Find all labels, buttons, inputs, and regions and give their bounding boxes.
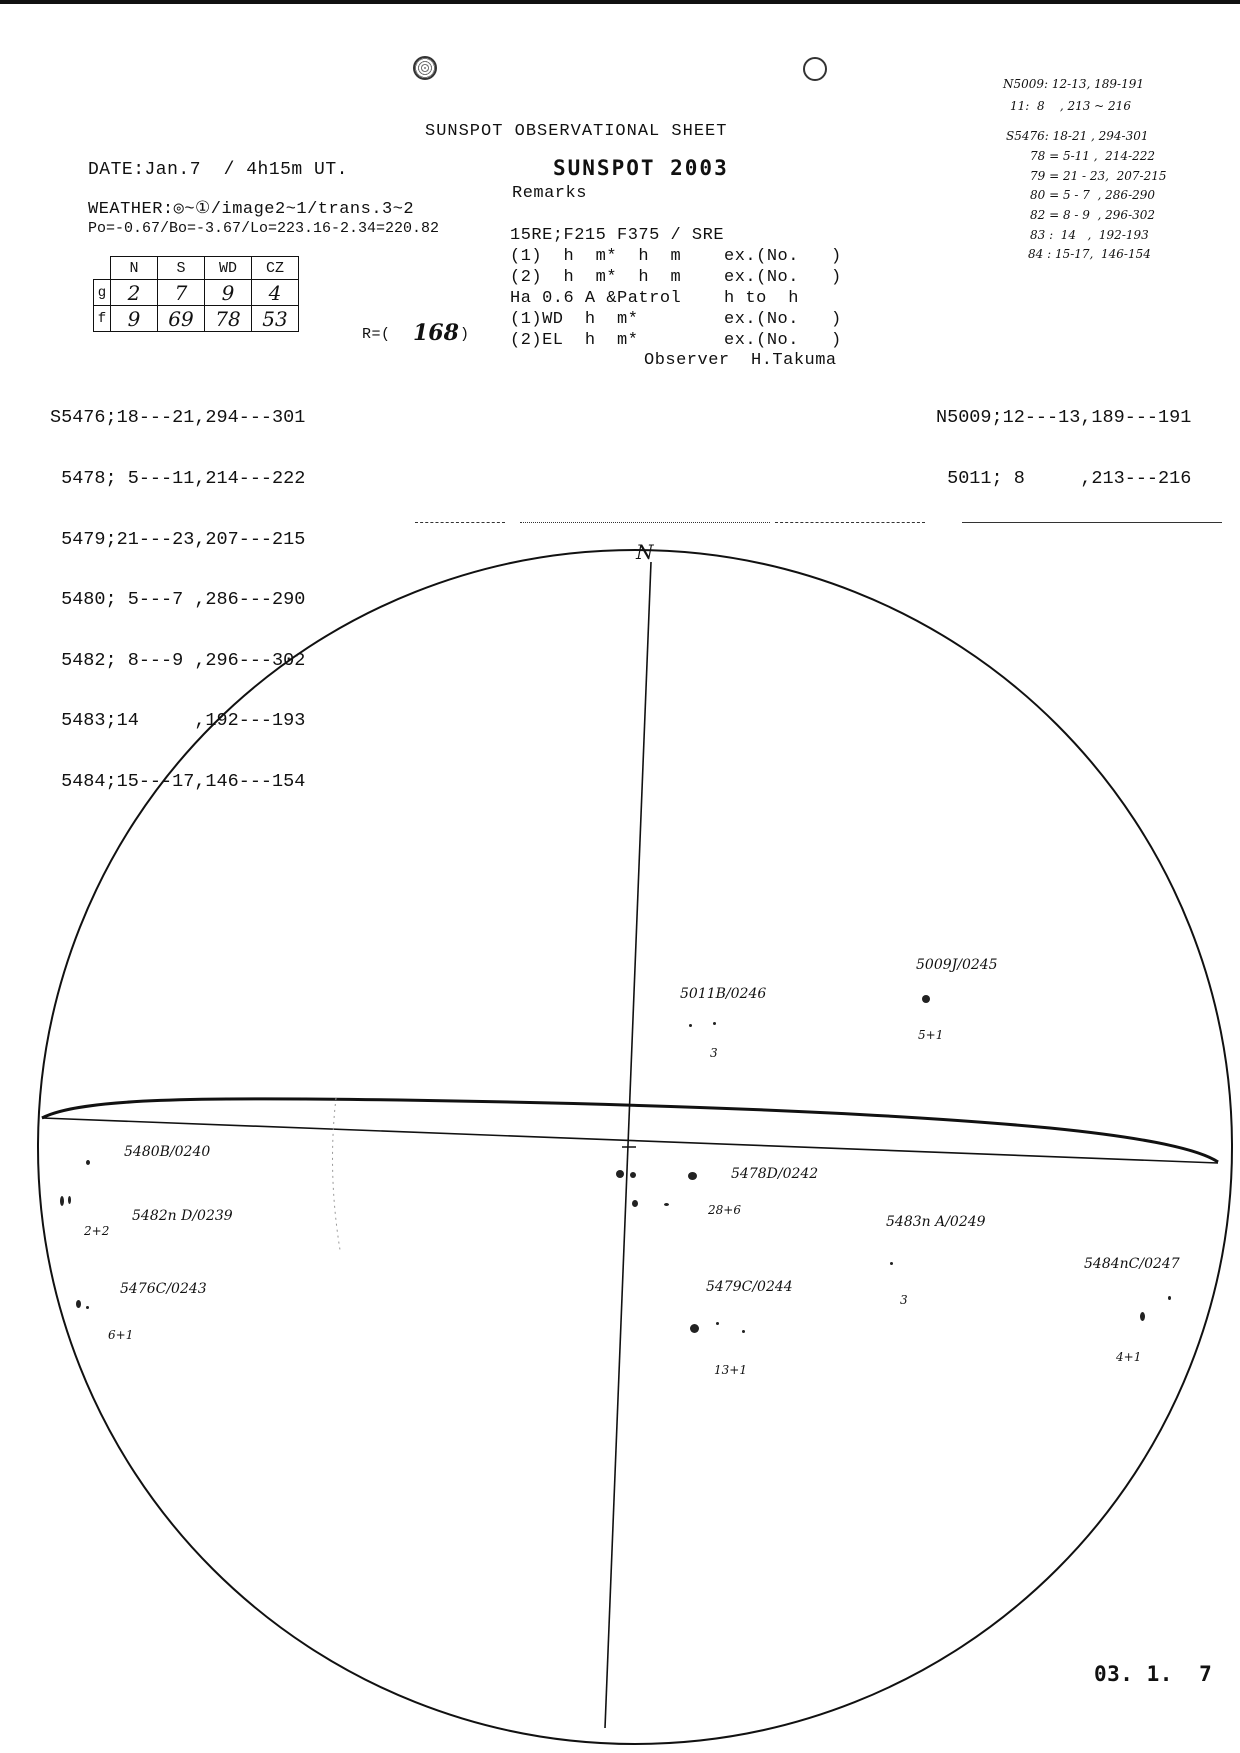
date-line: DATE:Jan.7 / 4h15m UT. bbox=[88, 160, 348, 180]
group-count-5479c: 13+1 bbox=[714, 1363, 747, 1377]
handnote-1: N5009: 12-13, 189-191 bbox=[1003, 77, 1144, 91]
group-count-5011b: 3 bbox=[710, 1046, 718, 1060]
central-meridian-line bbox=[605, 562, 651, 1728]
count-g-n: 2 bbox=[111, 280, 158, 306]
remarks-line-4: Ha 0.6 A &Patrol h to h bbox=[510, 289, 799, 308]
sunspot-5476c bbox=[76, 1300, 81, 1308]
r-value-close: ) bbox=[460, 326, 470, 343]
group-count-5009j: 5+1 bbox=[918, 1028, 944, 1042]
date-stamp: 03. 1. 7 bbox=[1094, 1662, 1213, 1686]
south-list-item: 5482; 8---9 ,296---302 bbox=[50, 649, 306, 671]
handnote-3: S5476: 18-21 , 294-301 bbox=[1006, 129, 1149, 143]
handnote-8: 83 : 14 , 192-193 bbox=[1030, 228, 1149, 242]
south-list-item: 5484;15---17,146---154 bbox=[50, 771, 306, 793]
col-header-n: N bbox=[111, 257, 158, 280]
sunspot-5482nd bbox=[60, 1196, 64, 1206]
group-count-5483na: 3 bbox=[900, 1293, 908, 1307]
south-list-item: 5478; 5---11,214---222 bbox=[50, 468, 306, 490]
remarks-line-3: (2) h m* h m ex.(No. ) bbox=[510, 268, 842, 287]
sheet-big-title: SUNSPOT 2003 bbox=[553, 156, 729, 180]
handnote-5: 79 = 21 - 23, 207-215 bbox=[1030, 169, 1167, 183]
group-count-5482nd: 2+2 bbox=[84, 1224, 110, 1238]
group-label-5478d: 5478D/0242 bbox=[731, 1166, 819, 1182]
group-label-5484nc: 5484nC/0247 bbox=[1084, 1256, 1180, 1272]
sunspot-5484nc bbox=[1168, 1296, 1171, 1300]
count-f-cz: 53 bbox=[252, 306, 299, 332]
row-label-g: g bbox=[94, 280, 111, 306]
group-label-5483na: 5483n A/0249 bbox=[886, 1214, 986, 1230]
count-f-n: 9 bbox=[111, 306, 158, 332]
south-list-item: S5476;18---21,294---301 bbox=[50, 407, 306, 429]
observer-line: Observer H.Takuma bbox=[644, 351, 837, 370]
r-value-open: R=( bbox=[362, 326, 391, 343]
remarks-line-5: (1)WD h m* ex.(No. ) bbox=[510, 310, 842, 329]
remarks-label: Remarks bbox=[512, 184, 587, 203]
remarks-line-1: 15RE;F215 F375 / SRE bbox=[510, 226, 725, 245]
row-label-f: f bbox=[94, 306, 111, 332]
col-header-wd: WD bbox=[205, 257, 252, 280]
sunspot-5478d bbox=[616, 1170, 624, 1178]
sunspot-5478d bbox=[632, 1200, 638, 1207]
orientation-line: Po=-0.67/Bo=-3.67/Lo=223.16-2.34=220.82 bbox=[88, 220, 440, 237]
count-f-s: 69 bbox=[158, 306, 205, 332]
weather-line: WEATHER:◎~①/image2~1/trans.3~2 bbox=[88, 200, 415, 219]
south-list-item: 5483;14 ,192---193 bbox=[50, 710, 306, 732]
faint-arc-mark bbox=[333, 1098, 340, 1250]
sunspot-5484nc bbox=[1140, 1312, 1145, 1321]
sunspot-5011b bbox=[689, 1024, 692, 1027]
handnote-9: 84 : 15-17, 146-154 bbox=[1028, 247, 1151, 261]
group-label-5476c: 5476C/0243 bbox=[120, 1281, 207, 1297]
group-label-5011b: 5011B/0246 bbox=[680, 986, 767, 1002]
count-g-cz: 4 bbox=[252, 280, 299, 306]
handnote-6: 80 = 5 - 7 , 286-290 bbox=[1030, 188, 1156, 202]
north-list-item: N5009;12---13,189---191 bbox=[936, 407, 1192, 429]
sunspot-5482nd bbox=[68, 1196, 71, 1204]
sunspot-5478d bbox=[630, 1172, 636, 1178]
south-list-item: 5480; 5---7 ,286---290 bbox=[50, 589, 306, 611]
group-count-5478d: 28+6 bbox=[708, 1203, 741, 1217]
south-list-item: 5479;21---23,207---215 bbox=[50, 528, 306, 550]
north-marker: N bbox=[636, 540, 654, 564]
count-g-s: 7 bbox=[158, 280, 205, 306]
r-value: 168 bbox=[413, 320, 459, 346]
handnote-4: 78 = 5-11 , 214-222 bbox=[1030, 149, 1156, 163]
remarks-line-6: (2)EL h m* ex.(No. ) bbox=[510, 331, 842, 350]
handnote-7: 82 = 8 - 9 , 296-302 bbox=[1030, 208, 1156, 222]
sunspot-5476c bbox=[86, 1306, 89, 1309]
sunspot-5011b bbox=[713, 1022, 716, 1025]
remarks-line-2: (1) h m* h m ex.(No. ) bbox=[510, 247, 842, 266]
north-list-item: 5011; 8 ,213---216 bbox=[936, 468, 1192, 490]
sheet-title: SUNSPOT OBSERVATIONAL SHEET bbox=[425, 122, 728, 141]
sunspot-5479c bbox=[742, 1330, 745, 1333]
col-header-s: S bbox=[158, 257, 205, 280]
sunspot-5479c bbox=[716, 1322, 719, 1325]
sunspot-5478d bbox=[664, 1203, 669, 1206]
group-label-5482nd: 5482n D/0239 bbox=[132, 1208, 233, 1224]
handnote-2: 11: 8 , 213 ~ 216 bbox=[1010, 99, 1131, 113]
col-header-cz: CZ bbox=[252, 257, 299, 280]
group-count-5476c: 6+1 bbox=[108, 1328, 134, 1342]
count-g-wd: 9 bbox=[205, 280, 252, 306]
group-label-5480b: 5480B/0240 bbox=[124, 1144, 211, 1160]
sunspot-5009j bbox=[922, 995, 930, 1003]
group-label-5009j: 5009J/0245 bbox=[916, 957, 998, 973]
count-f-wd: 78 bbox=[205, 306, 252, 332]
equator-reference-line bbox=[42, 1118, 1218, 1163]
group-count-5484nc: 4+1 bbox=[1116, 1350, 1142, 1364]
group-label-5479c: 5479C/0244 bbox=[706, 1279, 793, 1295]
sunspot-5479c bbox=[690, 1324, 699, 1333]
sunspot-5478d bbox=[688, 1172, 697, 1180]
sunspot-5483na bbox=[890, 1262, 893, 1265]
sunspot-5480b bbox=[86, 1160, 90, 1165]
